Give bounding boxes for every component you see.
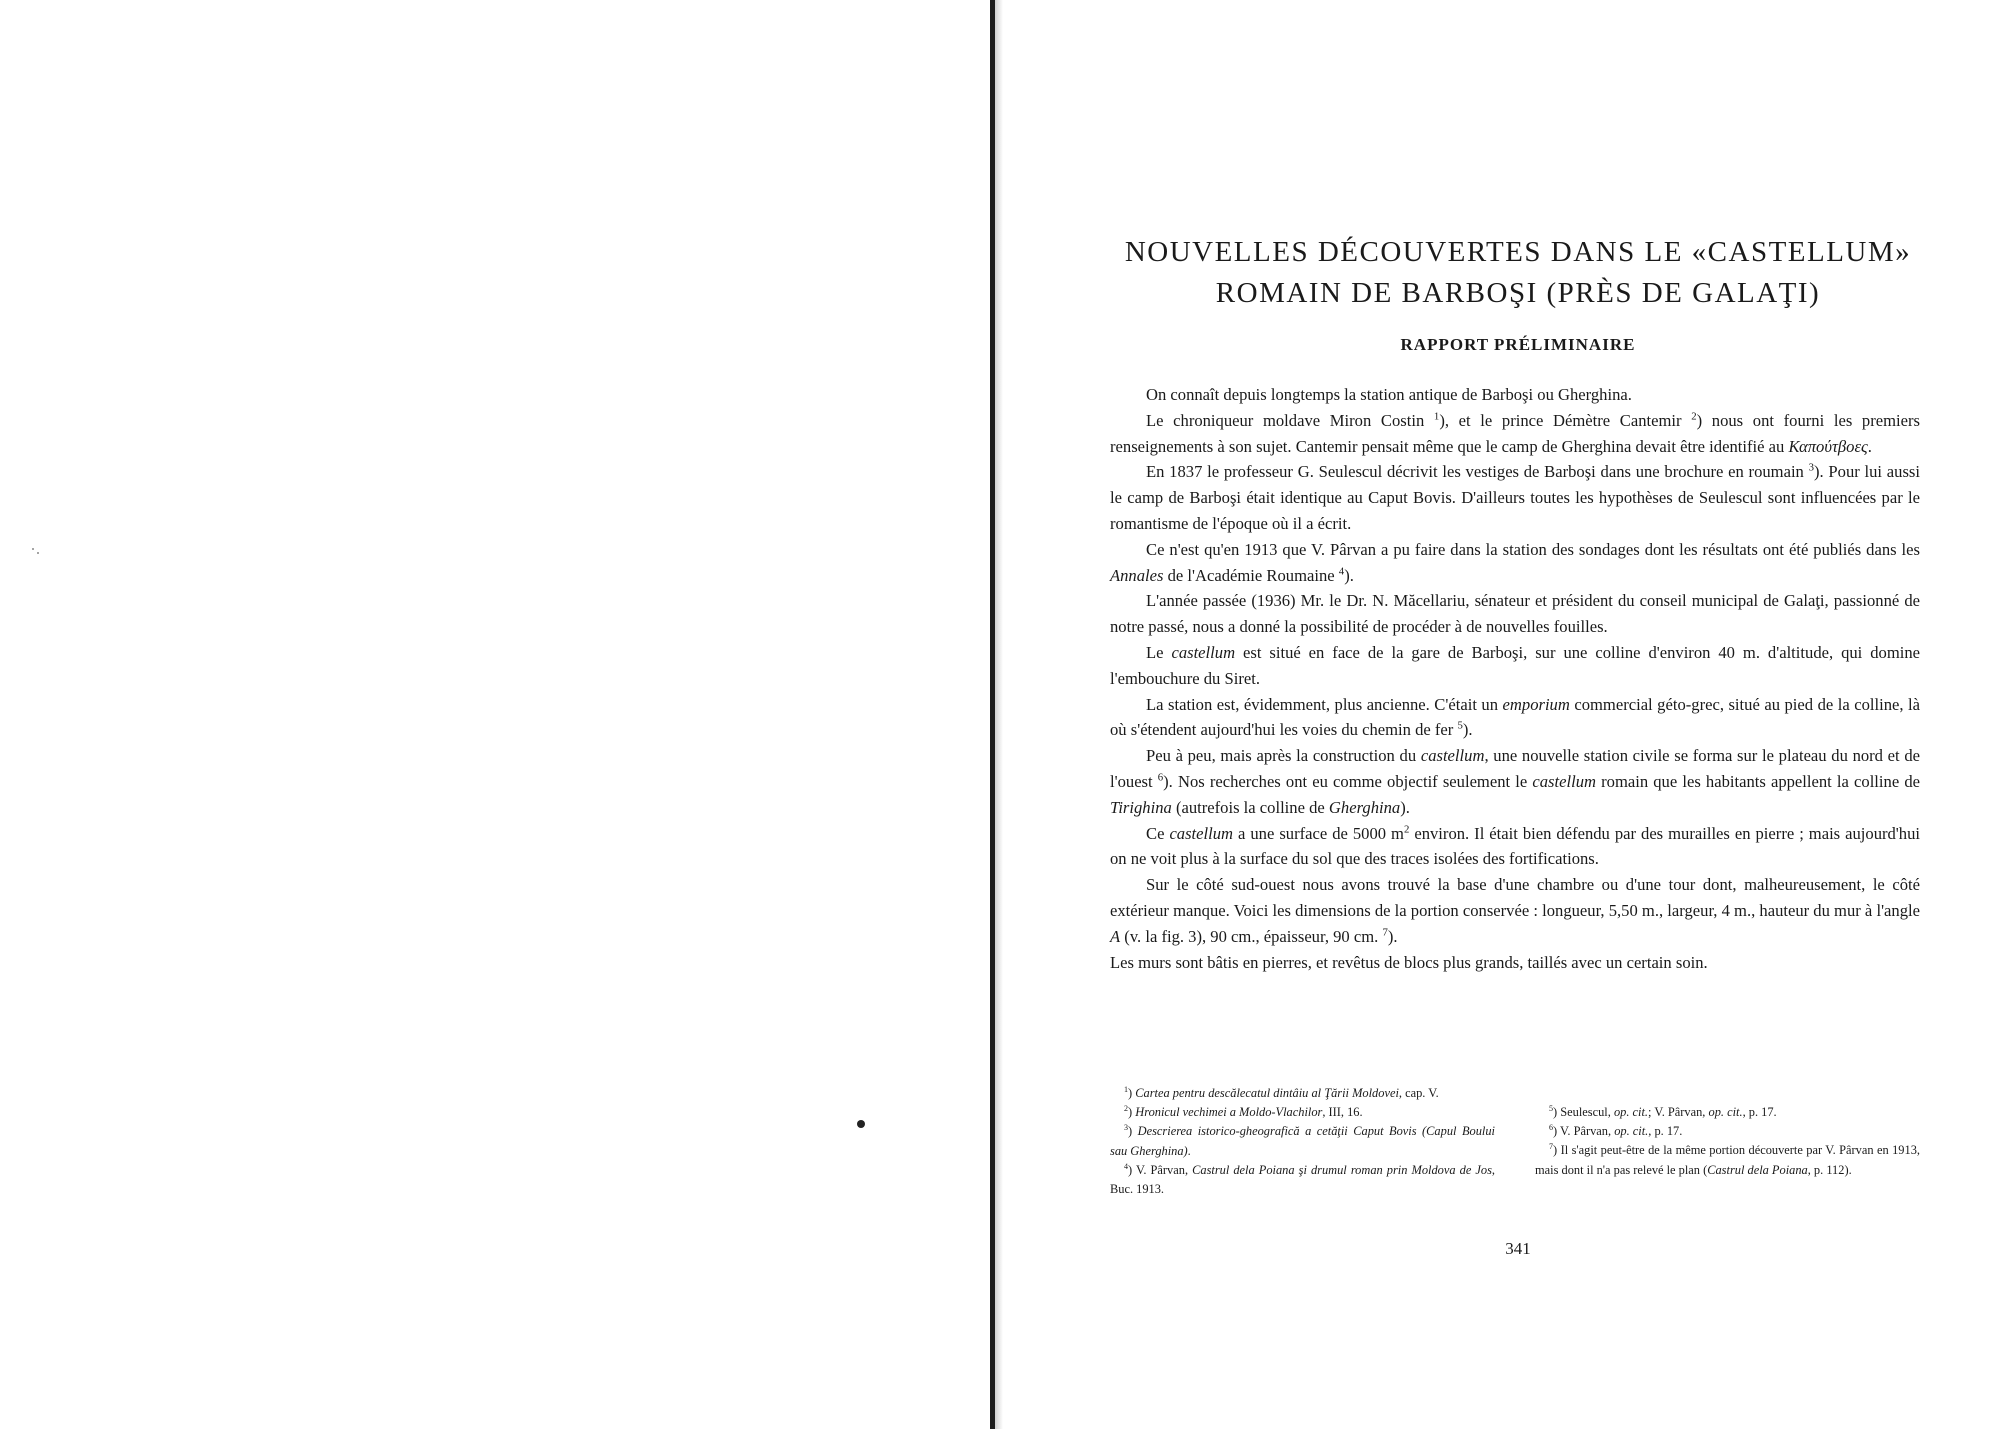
ink-speck-small <box>37 552 39 554</box>
paragraph: Ce castellum a une surface de 5000 $m^2$ environ. Il était bien défendu par des murailles en pierre ; mais aujourd'hui on ne voit plus à la surface du sol que des traces isolées des fortifications. <box>1110 823 1921 869</box>
left-page-blank <box>0 0 990 1429</box>
footnotes-column-left <box>1110 1084 1495 1199</box>
footnote-1: $^1$) Cartea pentru descălecatul dintâiu al Ţării Moldovei, cap. V. <box>1124 1084 1439 1100</box>
footnote-ref: 4 <box>1338 565 1345 578</box>
footnote-5: $^5$) Seulescul, op. cit.; V. Pârvan, op. cit., p. 17. <box>1549 1103 1777 1119</box>
right-page <box>1003 0 2000 1429</box>
footnote-ref: 2 <box>1691 410 1697 423</box>
paragraph: En 1837 le professeur G. Seulescul décrivit les vestiges de Barboşi dans une brochure en roumain $^3$). Pour lui aussi le camp de Barboşi était identique au Caput Bovis. D'ailleurs toutes les hypothèses de Seulescul sont influencées par le romantisme de l'époque où il a écrit. <box>1110 461 1920 533</box>
article-title-line-2: ROMAIN DE BARBOŞI (PRÈS DE GALAŢI) <box>1215 277 1821 309</box>
article-body <box>1110 382 1920 975</box>
paragraph: Le castellum est situé en face de la gare de Barboşi, sur une colline d'environ 40 m. d'altitude, qui domine l'embouchure du Siret. <box>1110 642 1920 688</box>
paragraph: Les murs sont bâtis en pierres, et revêtus de blocs plus grands, taillés avec un certain soin. <box>1110 952 1708 972</box>
article-title-line-1: NOUVELLES DÉCOUVERTES DANS LE «CASTELLUM» <box>1124 236 1912 268</box>
footnote-ref: 7 <box>1382 926 1388 939</box>
paragraph: L'année passée (1936) Mr. le Dr. N. Măcellariu, sénateur et président du conseil municipal de Galaţi, passionné de notre passé, nous a donné la possibilité de procéder à de nouvelles fouilles. <box>1110 591 1920 637</box>
footnote-ref: 5 <box>1457 719 1463 732</box>
footnote-4: $^4$) V. Pârvan, Castrul dela Poiana şi drumul roman prin Moldova de Jos, Buc. 1913. <box>1110 1161 1496 1197</box>
ink-speck-small <box>32 548 34 550</box>
footnotes-column-right <box>1535 1084 1920 1180</box>
footnote-2: $^2$) Hronicul vechimei a Moldo-Vlachilor, III, 16. <box>1124 1104 1363 1120</box>
spine-shadow <box>995 0 1003 1429</box>
paragraph: Sur le côté sud-ouest nous avons trouvé la base d'une chambre ou d'une tour dont, malheureusement, le côté extérieur manque. Voici les dimensions de la portion conservée : longueur, 5,50 m., largeur, 4 m., hauteur du mur à l'angle A (v. la fig. 3), 90 cm., épaisseur, 90 cm. $^7$). <box>1110 875 1920 946</box>
footnote-3: $^3$) Descrierea istorico-gheografică a cetăţii Caput Bovis (Capul Boului sau Gherghina). <box>1110 1123 1495 1158</box>
paragraph: Ce n'est qu'en 1913 que V. Pârvan a pu faire dans la station des sondages dont les résultats ont été publiés dans les Annales de l'Académie Roumaine $^4$). <box>1110 539 1920 585</box>
footnote-ref: 6 <box>1157 771 1164 784</box>
footnote-ref: 3 <box>1808 461 1814 474</box>
page-number: 341 <box>1505 1239 1531 1258</box>
footnote-ref: 1 <box>1433 410 1440 423</box>
paragraph: Peu à peu, mais après la construction du castellum, une nouvelle station civile se forma sur le plateau du nord et de l'ouest $^6$). Nos recherches ont eu comme objectif seulement le castellum romain que les habitants appellent la colline de Tirighina (autrefois la colline de Gherghina). <box>1110 746 1920 817</box>
paragraph: La station est, évidemment, plus ancienne. C'était un emporium commercial géto-grec, situé au pied de la colline, là où s'étendent aujourd'hui les voies du chemin de fer $^5$). <box>1110 694 1921 740</box>
superscript: 2 <box>1403 823 1410 836</box>
footnote-6: $^6$) V. Pârvan, op. cit., p. 17. <box>1549 1123 1683 1139</box>
footnote-7: $^7$) Il s'agit peut-être de la même portion découverte par V. Pârvan en 1913, mais dont il n'a pas relevé le plan (Castrul dela Poiana, p. 112). <box>1535 1142 1920 1177</box>
paragraph: On connaît depuis longtemps la station antique de Barboşi ou Gherghina. <box>1146 385 1632 404</box>
ink-speck <box>857 1120 865 1128</box>
paragraph: Le chroniqueur moldave Miron Costin $^1$), et le prince Démètre Cantemir $^2$) nous ont fourni les premiers renseignements à son sujet. Cantemir pensait même que le camp de Gherghina devait être identifié au Καπούτβοες. <box>1110 410 1920 456</box>
article-subtitle: RAPPORT PRÉLIMINAIRE <box>1400 335 1636 354</box>
